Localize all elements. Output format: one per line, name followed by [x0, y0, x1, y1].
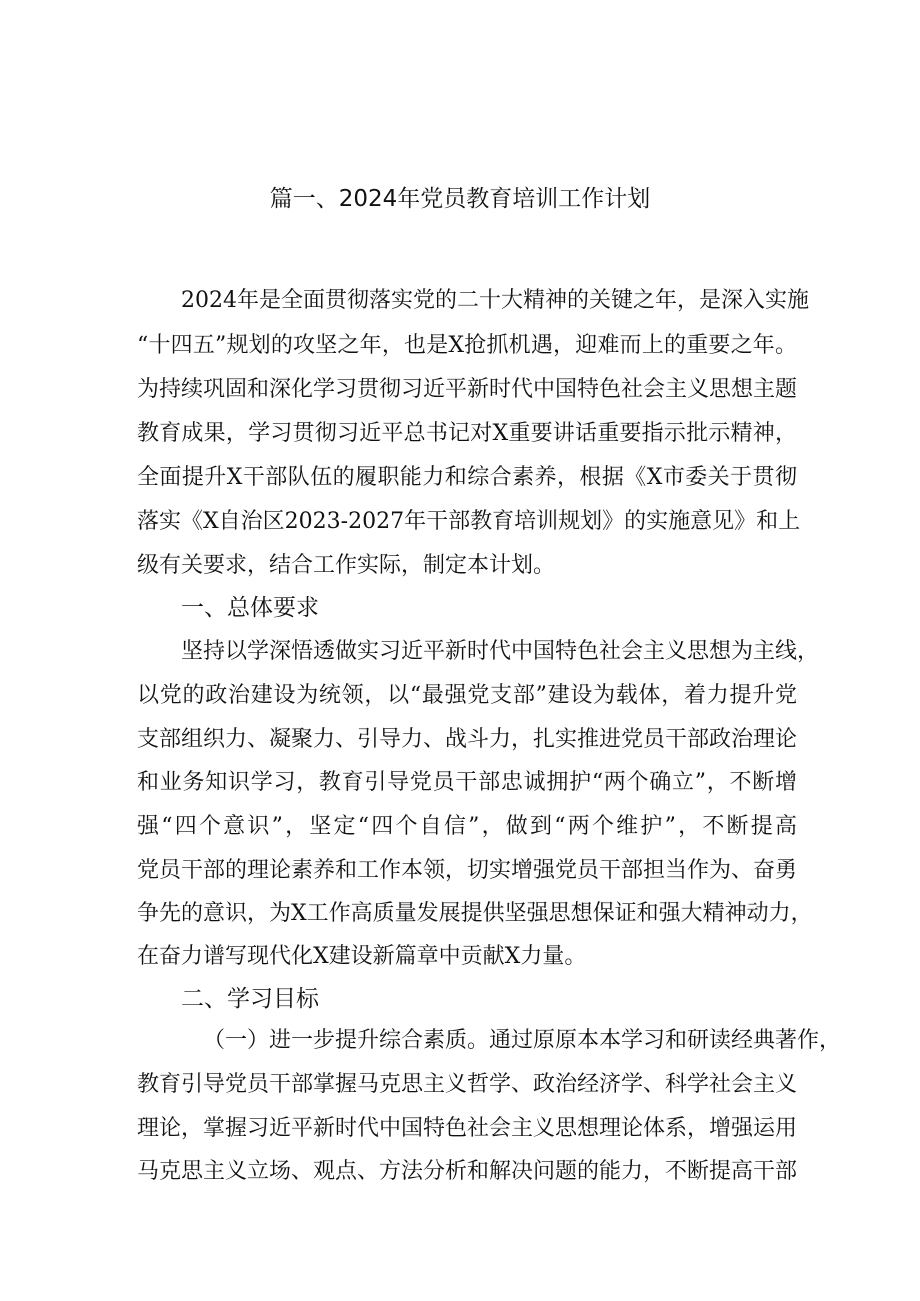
- paragraph-line: 理论，掌握习近平新时代中国特色社会主义思想理论体系，增强运用: [137, 1116, 798, 1141]
- intro-line: 为持续巩固和深化学习贯彻习近平新时代中国特色社会主义思想主题: [137, 377, 798, 402]
- paragraph-line: 强“四个意识”，坚定“四个自信”，做到“两个维护”，不断提高: [137, 814, 797, 839]
- paragraph-line: 在奋力谱写现代化X建设新篇章中贡献X力量。: [137, 944, 587, 969]
- intro-line: 2024年是全面贯彻落实党的二十大精神的关键之年，是深入实施: [181, 288, 809, 313]
- paragraph-line: 教育引导党员干部掌握马克思主义哲学、政治经济学、科学社会主义: [137, 1072, 798, 1097]
- section-heading-general-requirements: 一、总体要求: [181, 595, 319, 621]
- paragraph-line: （一）进一步提升综合素质。通过原原本本学习和研读经典著作，: [203, 1028, 842, 1053]
- paragraph-line: 马克思主义立场、观点、方法分析和解决问题的能力，不断提高干部: [137, 1159, 798, 1184]
- paragraph-line: 和业务知识学习，教育引导党员干部忠诚拥护“两个确立”，不断增: [137, 770, 797, 795]
- intro-line: “十四五”规划的攻坚之年，也是X抢抓机遇，迎难而上的重要之年。: [137, 333, 797, 358]
- section-heading-learning-goals: 二、学习目标: [181, 986, 319, 1012]
- document-title: 篇一、2024年党员教育培训工作计划: [269, 186, 651, 212]
- paragraph-line: 党员干部的理论素养和工作本领，切实增强党员干部担当作为、奋勇: [137, 858, 798, 883]
- intro-line: 教育成果，学习贯彻习近平总书记对X重要讲话重要指示批示精神，: [137, 421, 797, 446]
- intro-line: 全面提升X干部队伍的履职能力和综合素养，根据《X市委关于贯彻: [137, 465, 797, 490]
- paragraph-line: 以党的政治建设为统领，以“最强党支部”建设为载体，着力提升党: [137, 683, 797, 708]
- paragraph-line: 坚持以学深悟透做实习近平新时代中国特色社会主义思想为主线，: [181, 639, 820, 664]
- intro-line: 级有关要求，结合工作实际，制定本计划。: [137, 553, 556, 578]
- paragraph-line: 支部组织力、凝聚力、引导力、战斗力，扎实推进党员干部政治理论: [137, 727, 798, 752]
- intro-line: 落实《X自治区2023-2027年干部教育培训规划》的实施意见》和上: [137, 509, 801, 534]
- paragraph-line: 争先的意识，为X工作高质量发展提供坚强思想保证和强大精神动力，: [137, 901, 813, 926]
